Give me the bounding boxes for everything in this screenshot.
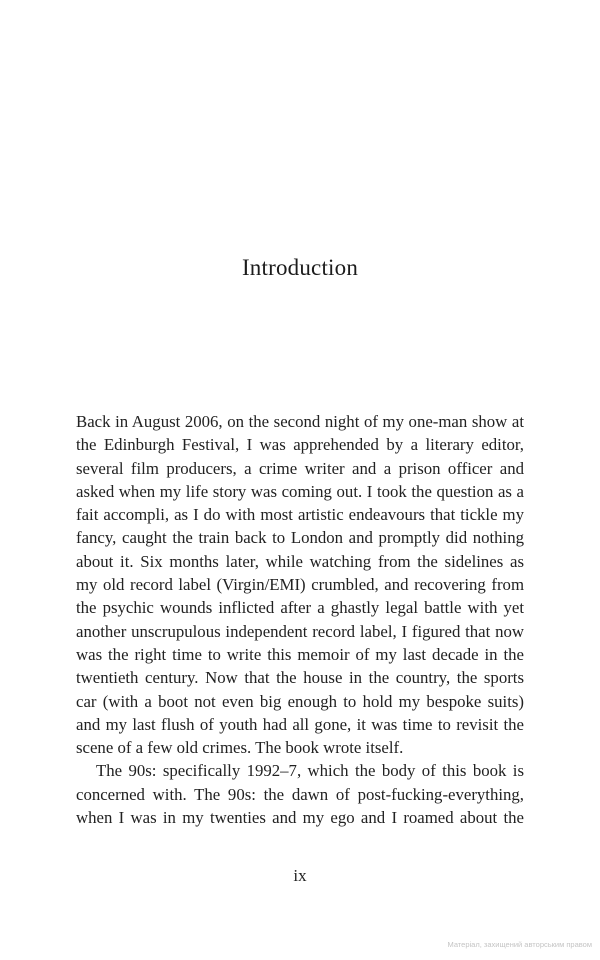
body-text <box>76 410 524 829</box>
copyright-watermark: Матеріал, захищений авторським правом <box>447 940 592 949</box>
paragraph: The 90s: specifically 1992–7, which the body of this book is concerned with. The 90s: the dawn of post-fucking-everything, when I was in my twenties and my ego and I roamed about the <box>76 761 524 828</box>
chapter-title: Introduction <box>241 255 359 281</box>
paragraph: Back in August 2006, on the second night of my one-man show at the Edinburgh Festival, I was apprehended by a literary editor, several film producers, a crime writer and a prison officer and asked when my life story was coming out. I took the question as a fait accompli, as I do with most artistic endeavours that tickle my fancy, caught the train back to London and promptly did nothing about it. Six months later, while watching from the sidelines as my old record label (Virgin/EMI) crumbled, and recovering from the psychic wounds inflicted after a ghastly legal battle with yet another unscrupulous independent record label, I figured that now was the right time to write this memoir of my last decade in the twentieth century. Now that the house in the country, the sports car (with a boot not even big enough to hold my bespoke suits) and my last flush of youth had all gone, it was time to revisit the scene of a few old crimes. The book wrote itself. <box>76 412 524 758</box>
page-number: ix <box>293 866 307 885</box>
